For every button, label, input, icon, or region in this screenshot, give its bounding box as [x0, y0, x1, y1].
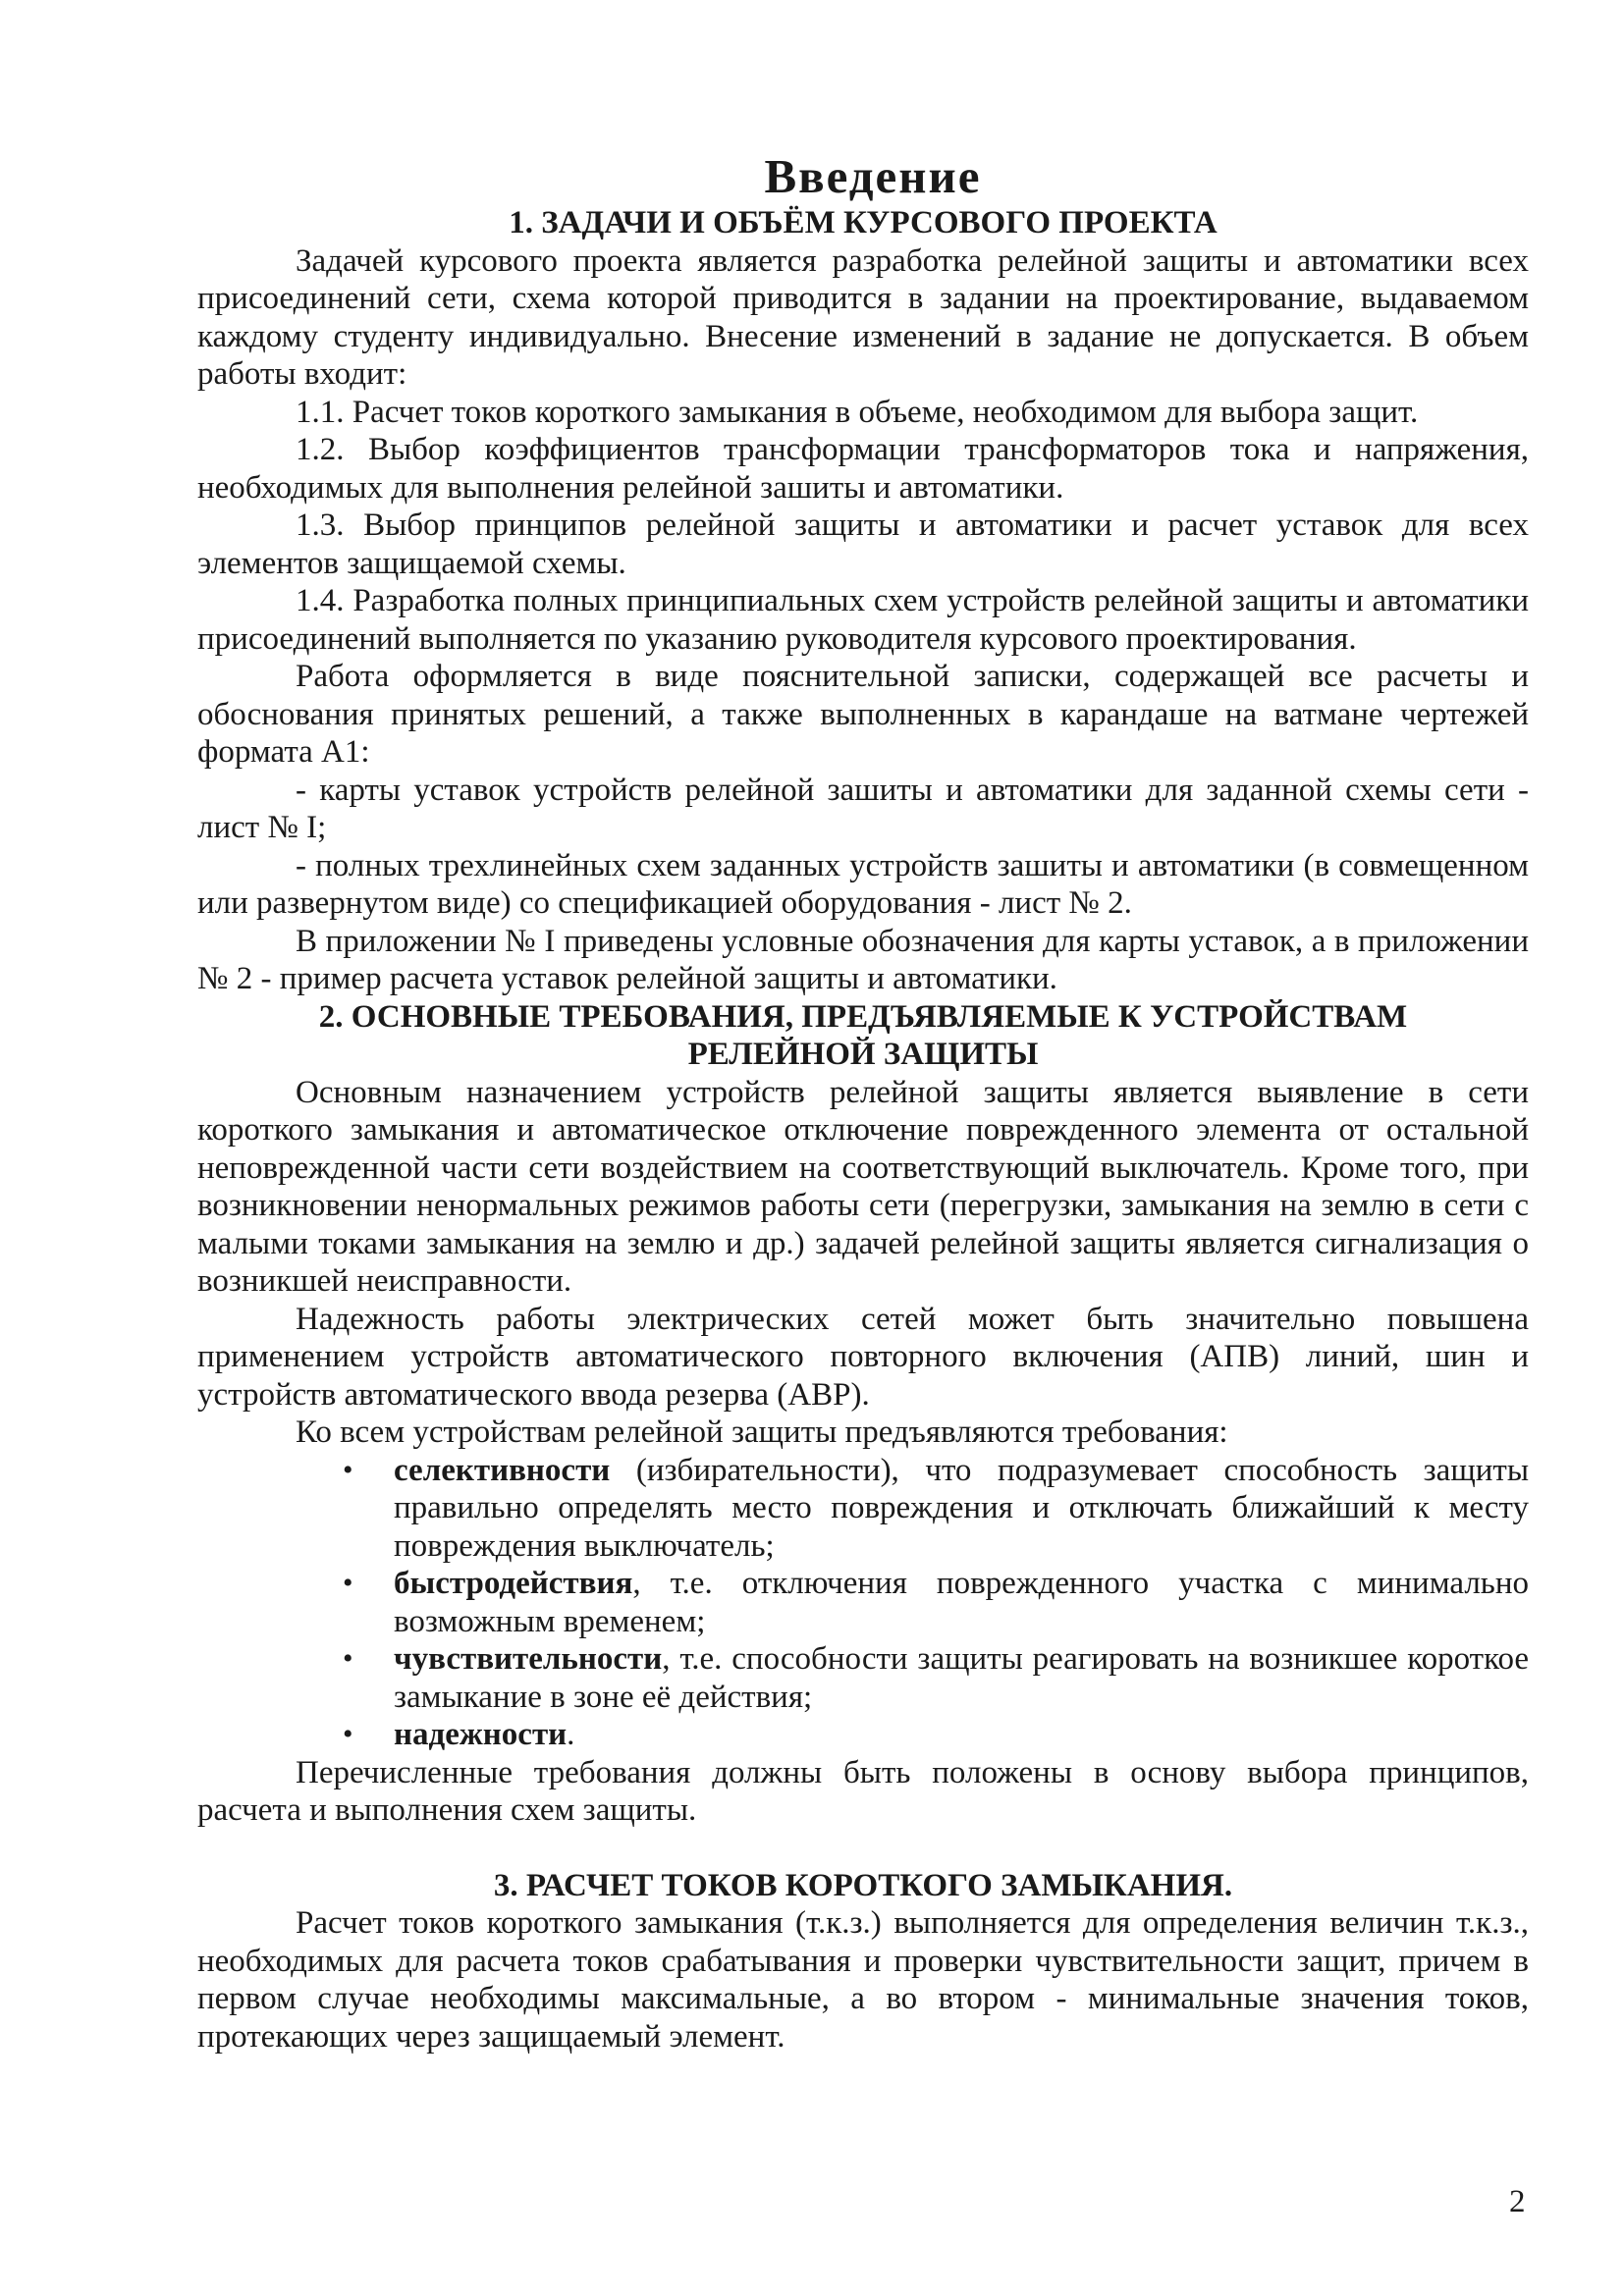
bullet-icon: • [343, 1642, 353, 1675]
list-item [197, 1640, 1529, 1716]
section-1-work-paragraph: Работа оформляется в виде пояснительной записки, содержащей все расчеты и обоснования принятых решений, а также выполненных в карандаше на ватмане чертежей формата А1: [197, 659, 1529, 770]
section-spacer [197, 1830, 1529, 1867]
section-2-heading-line-1: 2. ОСНОВНЫЕ ТРЕБОВАНИЯ, ПРЕДЪЯВЛЯЕМЫЕ К УСТРОЙСТВАМ [318, 998, 1408, 1035]
list-item-text: , т.е. отключения поврежденного участка с минимально возможным временем; [394, 1566, 1529, 1639]
section-1-item-2: 1.2. Выбор коэффициентов трансформации трансформаторов тока и напряжения, необходимых для выполнения релейной зашиты и автоматики. [197, 432, 1529, 506]
section-2-paragraph-3: Ко всем устройствам релейной защиты предъявляются требования: [296, 1415, 1228, 1450]
list-item-term: надежности [394, 1717, 568, 1752]
section-1-item-4: 1.4. Разработка полных принципиальных схем устройств релейной защиты и автоматики присоединений выполняется по указанию руководителя курсового проектирования. [197, 583, 1529, 657]
section-2-heading-line-2: РЕЛЕЙНОЙ ЗАЩИТЫ [687, 1037, 1039, 1072]
bullet-icon: • [343, 1718, 353, 1750]
list-item [197, 1716, 1529, 1754]
section-1-item-3: 1.3. Выбор принципов релейной защиты и автоматики и расчет уставок для всех элементов защищаемой схемы. [197, 507, 1529, 581]
list-item-text: , т.е. способности защиты реагировать на возникшее короткое замыкание в зоне её действия; [394, 1641, 1529, 1715]
page-title: Введение [764, 149, 982, 203]
section-3-paragraph-1: Расчет токов короткого замыкания (т.к.з.) выполняется для определения величин т.к.з., необходимых для расчета токов срабатывания и проверки чувствительности защит, причем в первом случае необходимы максимальные, а во втором - минимальные значения токов, протекающих через защищаемый элемент. [197, 1905, 1529, 2055]
list-item [197, 1452, 1529, 1566]
requirements-list [197, 1452, 1529, 1754]
section-1-appendix-paragraph: В приложении № I приведены условные обозначения для карты уставок, а в приложении № 2 - пример расчета уставок релейной защиты и автоматики. [197, 923, 1529, 996]
section-1-sheet-2: - полных трехлинейных схем заданных устройств зашиты и автоматики (в совмещенном или развернутом виде) со спецификацией оборудования - лист № 2. [197, 847, 1529, 921]
page-number: 2 [1509, 2184, 1526, 2219]
list-item-text: . [567, 1717, 575, 1752]
list-item-text: (избирательности), что подразумевает способность защиты правильно определять место повреждения и отключать ближайший к месту повреждения выключатель; [394, 1452, 1529, 1564]
section-1-intro: Задачей курсового проекта является разработка релейной защиты и автоматики всех присоединений сети, схема которой приводится в задании на проектирование, выдаваемом каждому студенту индивидуально. Внесение изменений в задание не допускается. В объем работы входит: [197, 242, 1529, 392]
bullet-icon: • [343, 1567, 353, 1599]
bullet-icon: • [343, 1453, 353, 1486]
page-content [197, 149, 1529, 2056]
section-1-item-1: 1.1. Расчет токов короткого замыкания в объеме, необходимом для выбора защит. [296, 394, 1419, 430]
section-3-heading: 3. РАСЧЕТ ТОКОВ КОРОТКОГО ЗАМЫКАНИЯ. [493, 1867, 1233, 1903]
section-1-sheet-1: - карты уставок устройств релейной зашиты и автоматики для заданной схемы сети - лист № I; [197, 772, 1529, 845]
list-item-term: селективности [394, 1452, 611, 1488]
section-1-heading: 1. ЗАДАЧИ И ОБЪЁМ КУРСОВОГО ПРОЕКТА [509, 205, 1218, 240]
section-2-heading [197, 998, 1529, 1074]
section-2-paragraph-2: Надежность работы электрических сетей может быть значительно повышена применением устройств автоматического повторного включения (АПВ) линий, шин и устройств автоматического ввода резерва (АВР). [197, 1301, 1529, 1413]
section-2-paragraph-1: Основным назначением устройств релейной защиты является выявление в сети короткого замыкания и автоматическое отключение поврежденного элемента от остальной неповрежденной части сети воздействием на соответствующий выключатель. Кроме того, при возникновении ненормальных режимов работы сети (перегрузки, замыкания на землю в сети с малыми токами замыкания на землю и др.) задачей релейной защиты является сигнализация о возникшей неисправности. [197, 1074, 1529, 1299]
section-2-paragraph-4: Перечисленные требования должны быть положены в основу выбора принципов, расчета и выполнения схем защиты. [197, 1754, 1529, 1828]
list-item-term: быстродействия [394, 1566, 633, 1601]
list-item-term: чувствительности [394, 1641, 663, 1677]
list-item [197, 1565, 1529, 1640]
